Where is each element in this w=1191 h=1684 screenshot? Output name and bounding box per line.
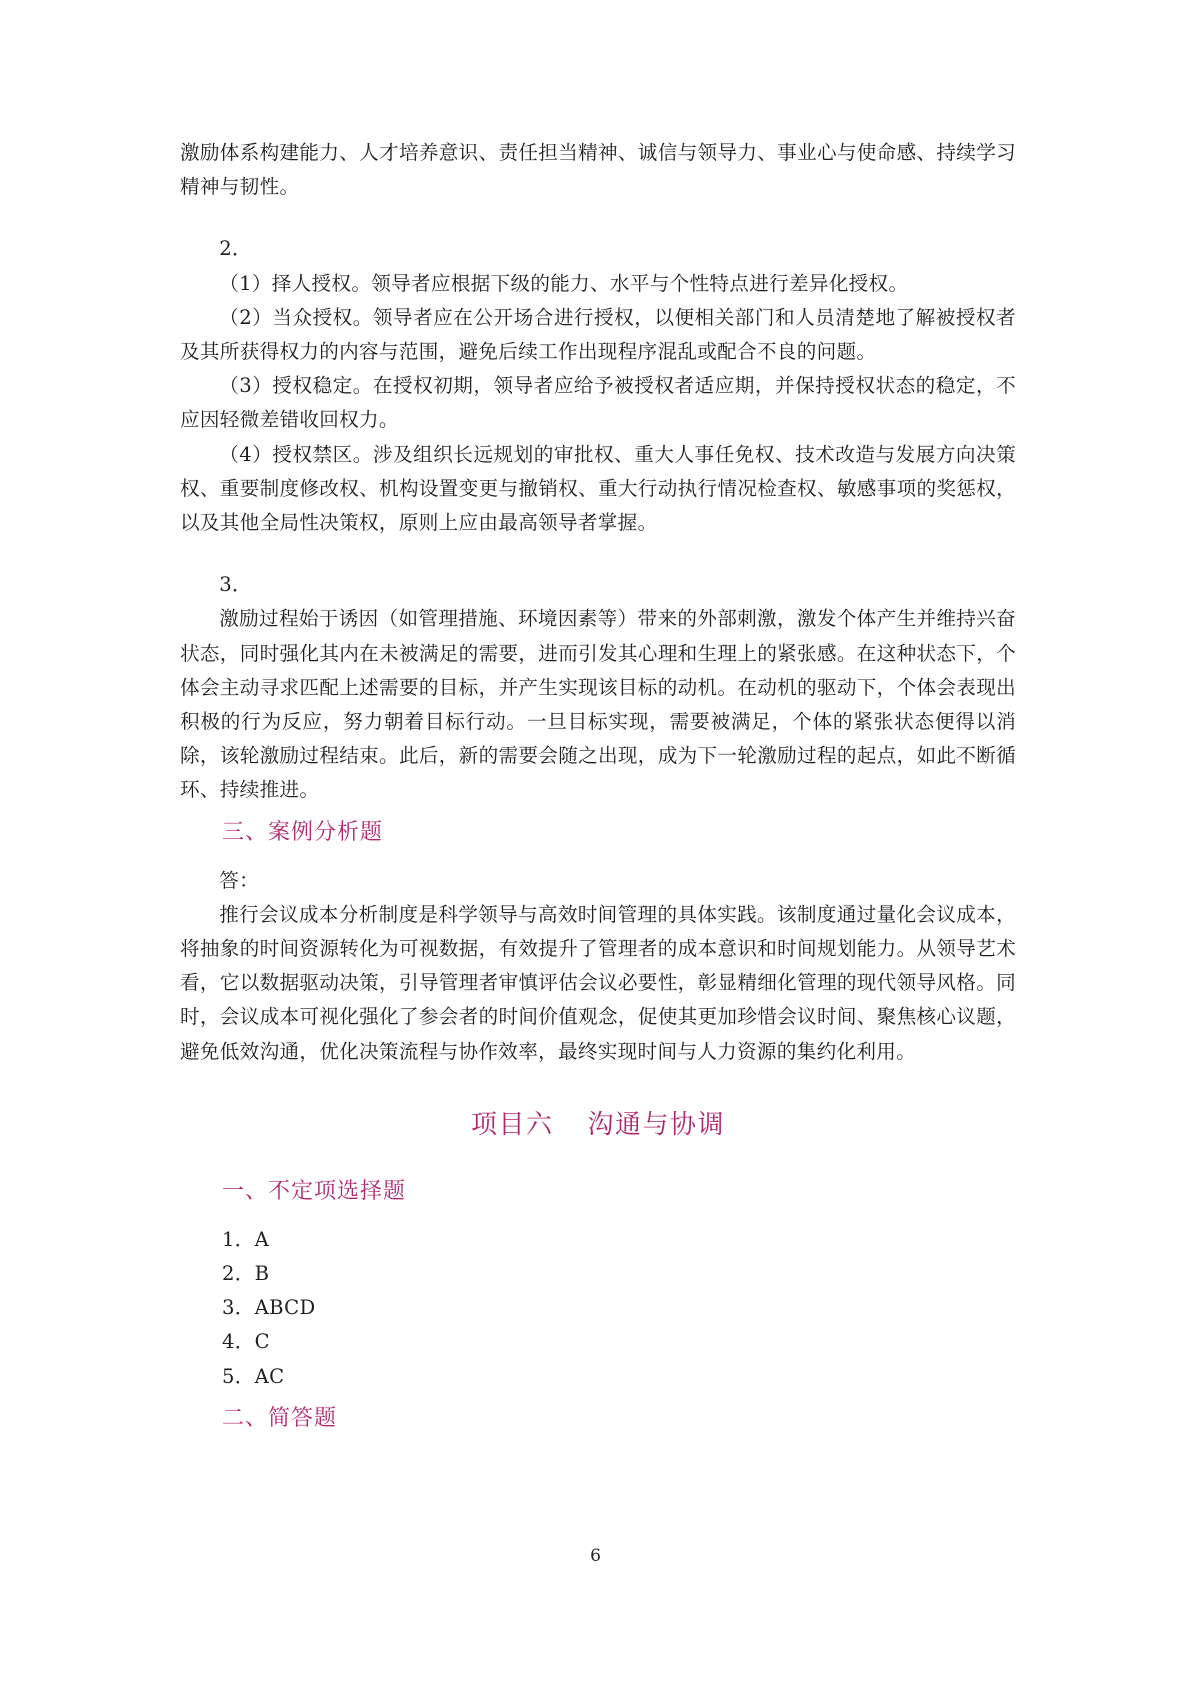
case-answer-label: 答： bbox=[219, 868, 259, 892]
chapter-title-number: 项目六 bbox=[470, 1109, 554, 1140]
page-content bbox=[180, 136, 1016, 1450]
spacer bbox=[180, 204, 1016, 232]
choice-answers-list bbox=[180, 1223, 1016, 1394]
short-answer-heading: 二、简答题 bbox=[222, 1405, 338, 1431]
question-2-item-3: （3）授权稳定。在授权初期，领导者应给予被授权者适应期，并保持授权状态的稳定，不应因轻微差错收回权力。 bbox=[180, 374, 1016, 432]
case-analysis-heading: 三、案例分析题 bbox=[222, 819, 384, 845]
question-2-number: 2． bbox=[219, 237, 252, 261]
choice-answer-item: 1．A bbox=[222, 1227, 270, 1251]
choice-answer-item: 4．C bbox=[222, 1330, 270, 1354]
case-answer-text: 推行会议成本分析制度是科学领导与高效时间管理的具体实践。该制度通过量化会议成本，将抽象的时间资源转化为可视数据，有效提升了管理者的成本意识和时间规划能力。从领导艺术看，它以数据驱动决策，引导管理者审慎评估会议必要性，彰显精细化管理的现代领导风格。同时，会议成本可视化强化了参会者的时间价值观念，促使其更加珍惜会议时间、聚焦核心议题，避免低效沟通，优化决策流程与协作效率，最终实现时间与人力资源的集约化利用。 bbox=[180, 902, 1016, 1063]
choice-answer-item: 5．AC bbox=[222, 1364, 285, 1388]
question-3-number: 3． bbox=[219, 573, 252, 597]
spacer bbox=[180, 540, 1016, 568]
choice-answer-item: 2．B bbox=[222, 1262, 270, 1286]
chapter-title bbox=[180, 1105, 1016, 1145]
question-2-item-1: （1）择人授权。领导者应根据下级的能力、水平与个性特点进行差异化授权。 bbox=[219, 271, 909, 295]
question-3-text: 激励过程始于诱因（如管理措施、环境因素等）带来的外部刺激，激发个体产生并维持兴奋状态，同时强化其内在未被满足的需要，进而引发其心理和生理上的紧张感。在这种状态下，个体会主动寻求匹配上述需要的目标，并产生实现该目标的动机。在动机的驱动下，个体会表现出积极的行为反应，努力朝着目标行动。一旦目标实现，需要被满足，个体的紧张状态便得以消除，该轮激励过程结束。此后，新的需要会随之出现，成为下一轮激励过程的起点，如此不断循环、持续推进。 bbox=[180, 607, 1016, 802]
choice-questions-heading: 一、不定项选择题 bbox=[222, 1178, 407, 1204]
choice-answer-item: 3．ABCD bbox=[222, 1296, 316, 1320]
question-2-item-2: （2）当众授权。领导者应在公开场合进行授权，以便相关部门和人员清楚地了解被授权者及其所获得权力的内容与范围，避免后续工作出现程序混乱或配合不良的问题。 bbox=[180, 305, 1016, 364]
page-number: 6 bbox=[590, 1546, 601, 1566]
chapter-title-name: 沟通与协调 bbox=[587, 1109, 726, 1140]
question-2-item-4: （4）授权禁区。涉及组织长远规划的审批权、重大人事任免权、技术改造与发展方向决策权、重要制度修改权、机构设置变更与撤销权、重大行动执行情况检查权、敏感事项的奖惩权，以及其他全局性决策权，原则上应由最高领导者掌握。 bbox=[180, 442, 1016, 535]
intro-paragraph: 激励体系构建能力、人才培养意识、责任担当精神、诚信与领导力、事业心与使命感、持续学习精神与韧性。 bbox=[180, 141, 1016, 199]
